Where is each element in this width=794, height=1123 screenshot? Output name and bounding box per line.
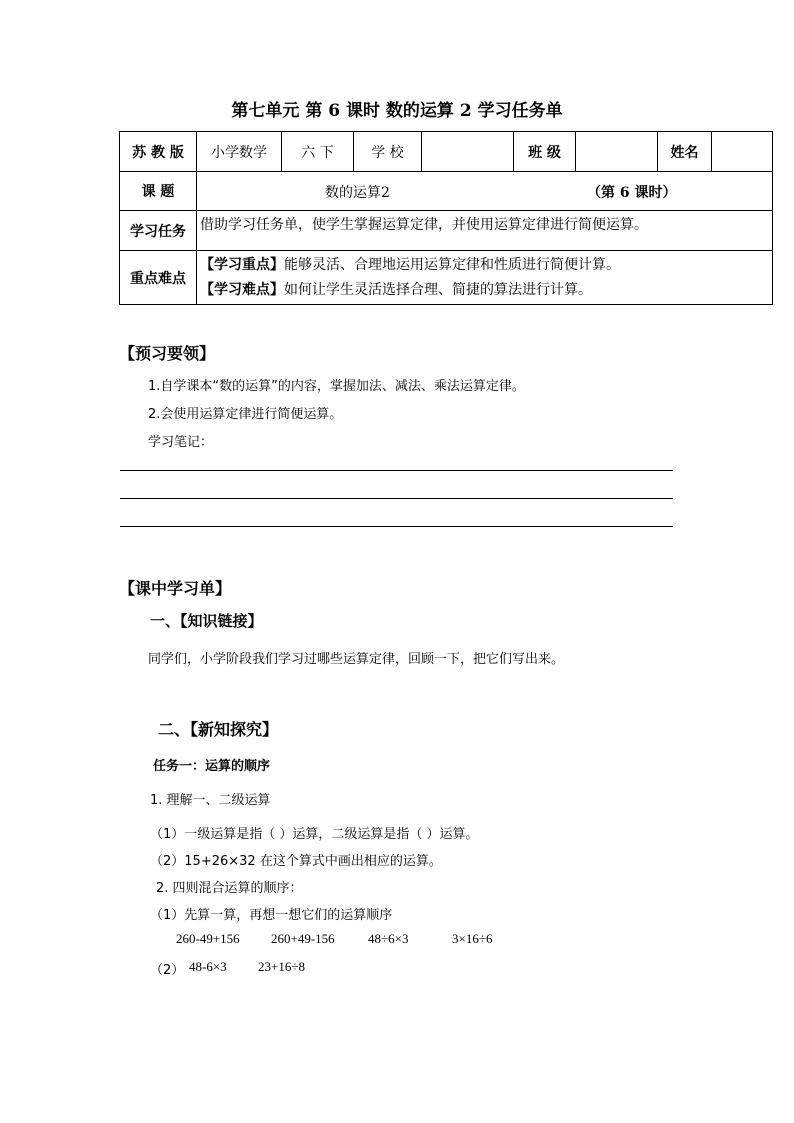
note-line-3[interactable]: [120, 526, 673, 527]
focus-cell: [197, 251, 773, 305]
task-1-heading: 任务一：运算的顺序: [153, 759, 271, 774]
lesson-period: （第 6 课时）: [587, 185, 677, 201]
info-row-header: [120, 132, 773, 172]
lesson-cell: [197, 172, 773, 211]
notes-label: 学习笔记：: [148, 435, 214, 450]
lesson-label: 课 题: [120, 172, 197, 211]
knowledge-link-text: 同学们，小学阶段我们学习过哪些运算定律，回顾一下，把它们写出来。: [148, 652, 565, 667]
key-tag: 【学习重点】: [200, 256, 284, 273]
task-row: [120, 211, 773, 251]
page-title: 第七单元 第 6 课时 数的运算 2 学习任务单: [231, 101, 563, 121]
difficult-tag: 【学习难点】: [200, 281, 284, 298]
expression-3: 48÷6×3: [368, 931, 409, 946]
name-label: 姓名: [658, 132, 712, 172]
question-1: （1）一级运算是指（ ）运算，二级运算是指（ ）运算。: [150, 827, 479, 842]
grade-cell: 六 下: [282, 132, 354, 172]
question-2: （2）15+26×32 在这个算式中画出相应的运算。: [150, 854, 442, 869]
difficult-point: [200, 278, 766, 303]
knowledge-link-heading: 一、【知识链接】: [150, 612, 263, 630]
name-field[interactable]: [712, 132, 773, 172]
school-label: 学 校: [354, 132, 422, 172]
note-line-1[interactable]: [120, 470, 673, 471]
expression-1: 260-49+156: [176, 931, 240, 946]
key-point: [200, 253, 766, 278]
note-line-2[interactable]: [120, 498, 673, 499]
key-text: 能够灵活、合理地运用运算定律和性质进行简便计算。: [284, 256, 620, 273]
preview-item-2: 2.会使用运算定律进行简便运算。: [148, 407, 343, 422]
edition-cell: 苏 教 版: [120, 132, 197, 172]
subject-cell: 小学数学: [197, 132, 282, 172]
expression-2: 260+49-156: [271, 931, 335, 946]
expression-4: 3×16÷6: [452, 931, 493, 946]
classwork-heading: 【课中学习单】: [119, 579, 232, 598]
question-3: （1）先算一算，再想一想它们的运算顺序: [150, 908, 393, 923]
info-table: [119, 131, 773, 305]
expression-6: 23+16÷8: [258, 959, 305, 974]
class-label: 班 级: [514, 132, 576, 172]
item-1: 1. 理解一、二级运算: [150, 793, 271, 808]
difficult-text: 如何让学生灵活选择合理、简捷的算法进行计算。: [284, 281, 592, 298]
lesson-title: 数的运算2: [325, 185, 390, 201]
new-knowledge-heading: 二、【新知探究】: [158, 720, 279, 739]
focus-row: [120, 251, 773, 305]
question-4-label: （2）: [150, 963, 185, 978]
preview-item-1: 1.自学课本“数的运算”的内容，掌握加法、减法、乘法运算定律。: [148, 379, 525, 394]
task-label: 学习任务: [120, 211, 197, 251]
class-field[interactable]: [576, 132, 658, 172]
task-text: 借助学习任务单，使学生掌握运算定律，并使用运算定律进行简便运算。: [197, 211, 773, 251]
school-field[interactable]: [422, 132, 514, 172]
item-2: 2. 四则混合运算的顺序：: [156, 881, 303, 896]
lesson-row: [120, 172, 773, 211]
expression-5: 48-6×3: [189, 959, 227, 974]
preview-heading: 【预习要领】: [119, 344, 216, 363]
focus-label: 重点难点: [120, 251, 197, 305]
